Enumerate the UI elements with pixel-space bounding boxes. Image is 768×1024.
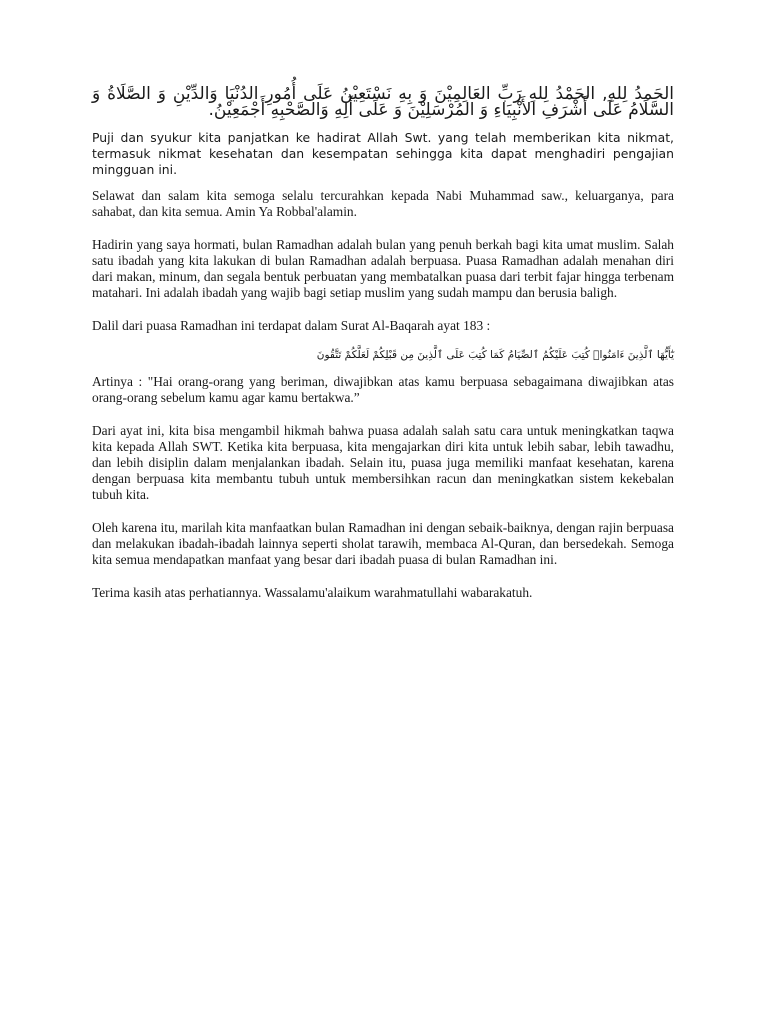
- paragraph-hikmah: Dari ayat ini, kita bisa mengambil hikmah bahwa puasa adalah salah satu cara untuk meningkatkan taqwa kita kepada Allah SWT. Ketika kita berpuasa, kita mengajarkan diri kita untuk lebih sabar, lebih tawadhu, dan lebih disiplin dalam menjalankan ibadah. Selain itu, puasa juga memiliki manfaat kesehatan, karena dengan berpuasa kita membantu tubuh untuk membersihkan racun dan meningkatkan sistem kekebalan tubuh kita.: [92, 423, 674, 502]
- arabic-opening-prayer: الحَمدُ لِلهِ, الحَمْدُ لِلهِ رَبِّ العَالِمِيْنَ وَ بِهِ نَسْتَعِيْنُ عَلَى أُمُورِ الدُنْيَا وَالدِّيْنِ وَ الصَّلَاةُ وَ السَّلَامُ عَلَى أَشْرَفِ الأَنْبِيَاءِ وَ المُرْسَلِيْنَ وَ عَلَى أَلِهِ وَالصَّحْبِهِ أَجْمَعِيْنُ.: [92, 84, 674, 120]
- paragraph-exhortation: Oleh karena itu, marilah kita manfaatkan bulan Ramadhan ini dengan sebaik-baiknya, dengan rajin berpuasa dan melakukan ibadah-ibadah lainnya seperti sholat tarawih, membaca Al-Quran, dan bersedekah. Semoga kita semua mendapatkan manfaat yang besar dari ibadah puasa di bulan Ramadhan ini.: [92, 520, 674, 567]
- paragraph-gratitude: Puji dan syukur kita panjatkan ke hadirat Allah Swt. yang telah memberikan kita nikmat, termasuk nikmat kesehatan dan kesempatan sehingga kita dapat menghadiri pengajian mingguan ini.: [92, 130, 674, 177]
- paragraph-dalil: Dalil dari puasa Ramadhan ini terdapat dalam Surat Al-Baqarah ayat 183 :: [92, 318, 491, 333]
- arabic-verse-al-baqarah-183: يَٰٓأَيُّهَا ٱلَّذِينَ ءَامَنُوا۟ كُتِبَ عَلَيْكُمُ ٱلصِّيَامُ كَمَا كُتِبَ عَلَى ٱلَّذِينَ مِن قَبْلِكُمْ لَعَلَّكُمْ تَتَّقُونَ: [316, 349, 674, 361]
- document-page: [92, 86, 674, 601]
- paragraph-translation: Artinya : "Hai orang-orang yang beriman, diwajibkan atas kamu berpuasa sebagaimana diwajibkan atas orang-orang sebelum kamu agar kamu bertakwa.”: [92, 374, 674, 405]
- paragraph-ramadhan-intro: Hadirin yang saya hormati, bulan Ramadhan adalah bulan yang penuh berkah bagi kita umat muslim. Salah satu ibadah yang kita lakukan di bulan Ramadhan adalah berpuasa. Puasa Ramadhan adalah menahan diri dari makan, minum, dan segala bentuk perbuatan yang membatalkan puasa dari terbit fajar hingga terbenam matahari. Ini adalah ibadah yang wajib bagi setiap muslim yang sudah mampu dan berusia baligh.: [92, 237, 674, 300]
- paragraph-salawat: Selawat dan salam kita semoga selalu tercurahkan kepada Nabi Muhammad saw., keluarganya, para sahabat, dan kita semua. Amin Ya Robbal'alamin.: [92, 188, 674, 219]
- paragraph-closing: Terima kasih atas perhatiannya. Wassalamu'alaikum warahmatullahi wabarakatuh.: [92, 585, 533, 600]
